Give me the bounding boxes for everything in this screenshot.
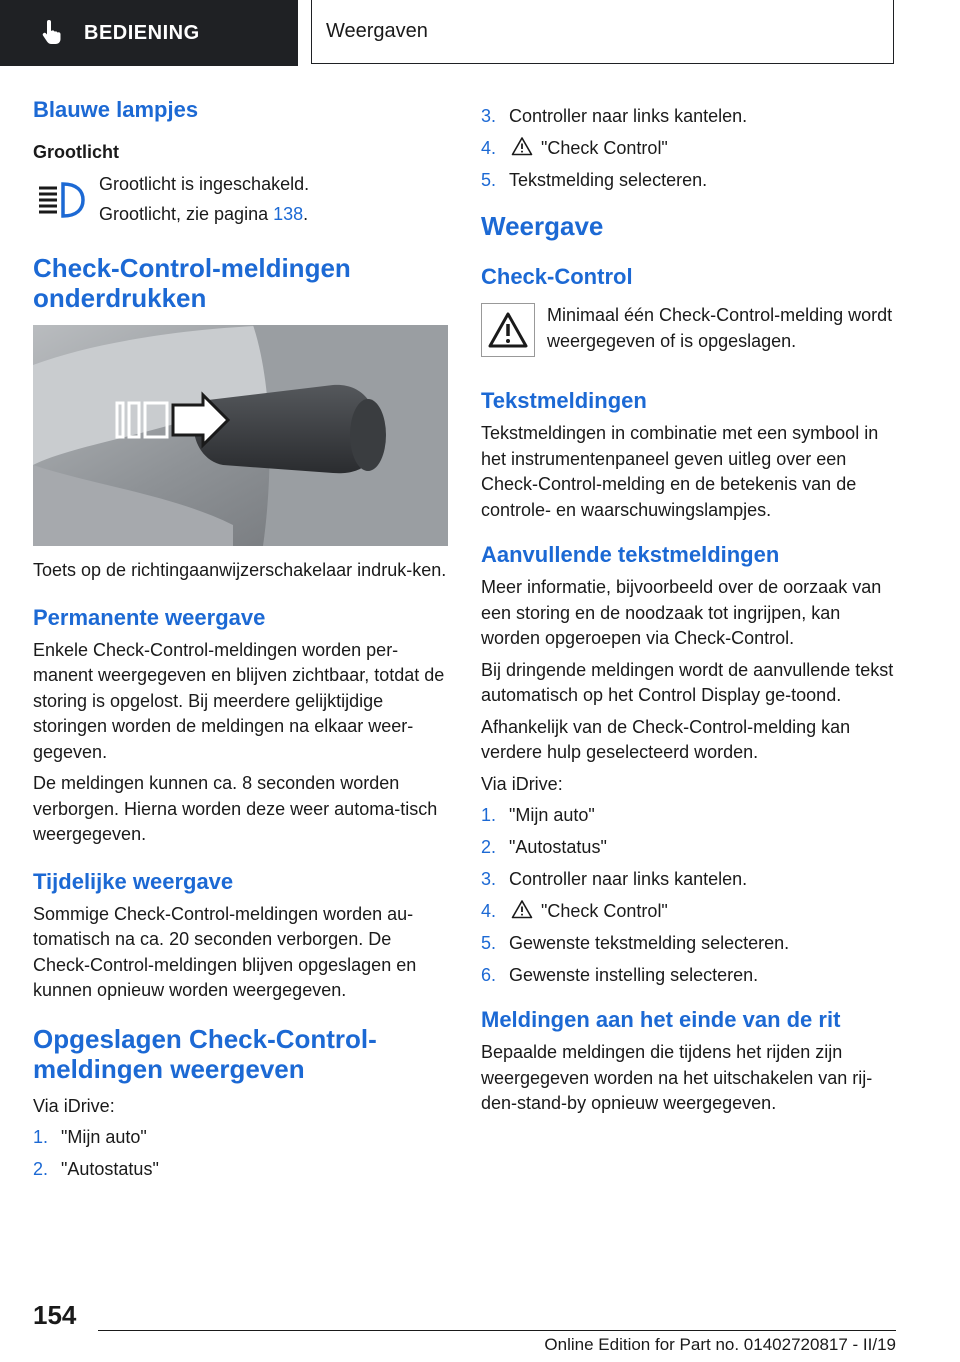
warning-triangle-icon [511,136,533,156]
suppress-heading: Check-Control-meldingen onderdrukken [33,253,351,313]
via-idrive-left: Via iDrive: [33,1095,115,1116]
additional-heading: Aanvullende tekstmeldingen [481,542,780,567]
stored-heading: Opgeslagen Check-Control- meldingen weergeven [33,1023,377,1084]
text-messages-paragraph: Tekstmeldingen in combinatie met een symbool in het instrumentenpaneel geven uitleg over een Check-Control-melding en de betekenis van de controle- en waarschuwingslampjes. [481,423,879,520]
text-messages-heading: Tekstmeldingen [481,388,647,413]
additional-paragraph-1: Meer informatie, bijvoorbeeld over de oorzaak van een storing en de noodzaak tot ingrijpen, kan worden opgeroepen via Check-Control. [481,577,882,648]
via-idrive-right: Via iDrive: [481,773,563,794]
warning-triangle-icon [487,311,529,349]
permanent-heading: Permanente weergave [33,604,266,630]
left-column [33,96,448,1194]
turn-signal-button-photo [33,325,448,546]
list-item: 5. Tekstmelding selecteren. [481,170,708,190]
display-heading: Weergave [481,211,604,241]
warning-triangle-icon [511,899,533,919]
section-label: Weergaven [326,20,428,42]
temporary-heading: Tijdelijke weergave [33,868,234,894]
list-item: 4. "Check Control" [481,138,668,158]
list-item: 2. "Autostatus" [33,1159,159,1179]
check-control-text: Minimaal één Check-Control-melding wordt weergegeven of is opgeslagen. [547,305,893,351]
list-item: 1. "Mijn auto" [481,805,595,825]
check-control-row [481,303,896,357]
check-control-heading: Check-Control [481,264,633,289]
temporary-paragraph: Sommige Check-Control-meldingen worden au-tomatisch na ca. 20 seconden verborgen. De Check-Control-meldingen blijven opgeslagen en kunnen opnieuw worden weergegeven. [33,903,417,1000]
list-item: 2. "Autostatus" [481,837,607,857]
right-column [481,104,896,1123]
permanent-paragraph-2: De meldingen kunnen ca. 8 seconden worden verborgen. Hierna worden deze weer automa-tisch weergegeven. [33,773,438,844]
additional-paragraph-2: Bij dringende meldingen wordt de aanvullende tekst automatisch op het Control Display ge-toond. [481,659,894,705]
right-steps-list [481,803,896,988]
chapter-label: BEDIENING [84,21,200,44]
section-header [311,0,894,64]
list-item: 4. "Check Control" [481,901,668,921]
page-number: 154 [33,1300,77,1330]
permanent-paragraph-1: Enkele Check-Control-meldingen worden per-manent weergegeven en blijven zichtbaar, totdat de storing is opgelost. Bij meerdere gelijktijdige storingen worden de meldingen na elkaar weer-gegeven. [33,639,445,762]
page-link-138[interactable]: 138 [273,203,304,224]
hand-pointer-icon [38,19,66,47]
chapter-tab [0,0,298,66]
end-trip-heading: Meldingen aan het einde van de rit [481,1007,841,1032]
right-steps-cont-list [481,104,896,193]
stalk-illustration [33,325,448,546]
list-item: 6. Gewenste instelling selecteren. [481,965,759,985]
warning-box [481,303,535,357]
blue-lamps-heading: Blauwe lampjes [33,97,199,122]
additional-paragraph-3: Afhankelijk van de Check-Control-melding kan verdere hulp geselecteerd worden. [481,716,851,762]
high-beam-row [33,172,448,231]
left-steps-list [33,1125,448,1182]
list-item: 1. "Mijn auto" [33,1127,147,1147]
high-beam-icon [33,172,89,228]
list-item: 3. Controller naar links kantelen. [481,869,748,889]
high-beam-reference: Grootlicht, zie pagina 138. [99,203,309,224]
list-item: 5. Gewenste tekstmelding selecteren. [481,933,790,953]
end-trip-paragraph: Bepaalde meldingen die tijdens het rijden zijn weergegeven worden na het uitschakelen van rij-den-stand-by opnieuw weergegeven. [481,1042,873,1113]
high-beam-heading: Grootlicht [33,142,119,162]
footer-divider [98,1330,896,1331]
list-item: 3. Controller naar links kantelen. [481,106,748,126]
edition-text: Online Edition for Part no. 01402720817 - II/19 [544,1335,896,1354]
high-beam-status: Grootlicht is ingeschakeld. [99,174,310,194]
photo-caption: Toets op de richtingaanwijzerschakelaar indruk-ken. [33,560,447,580]
